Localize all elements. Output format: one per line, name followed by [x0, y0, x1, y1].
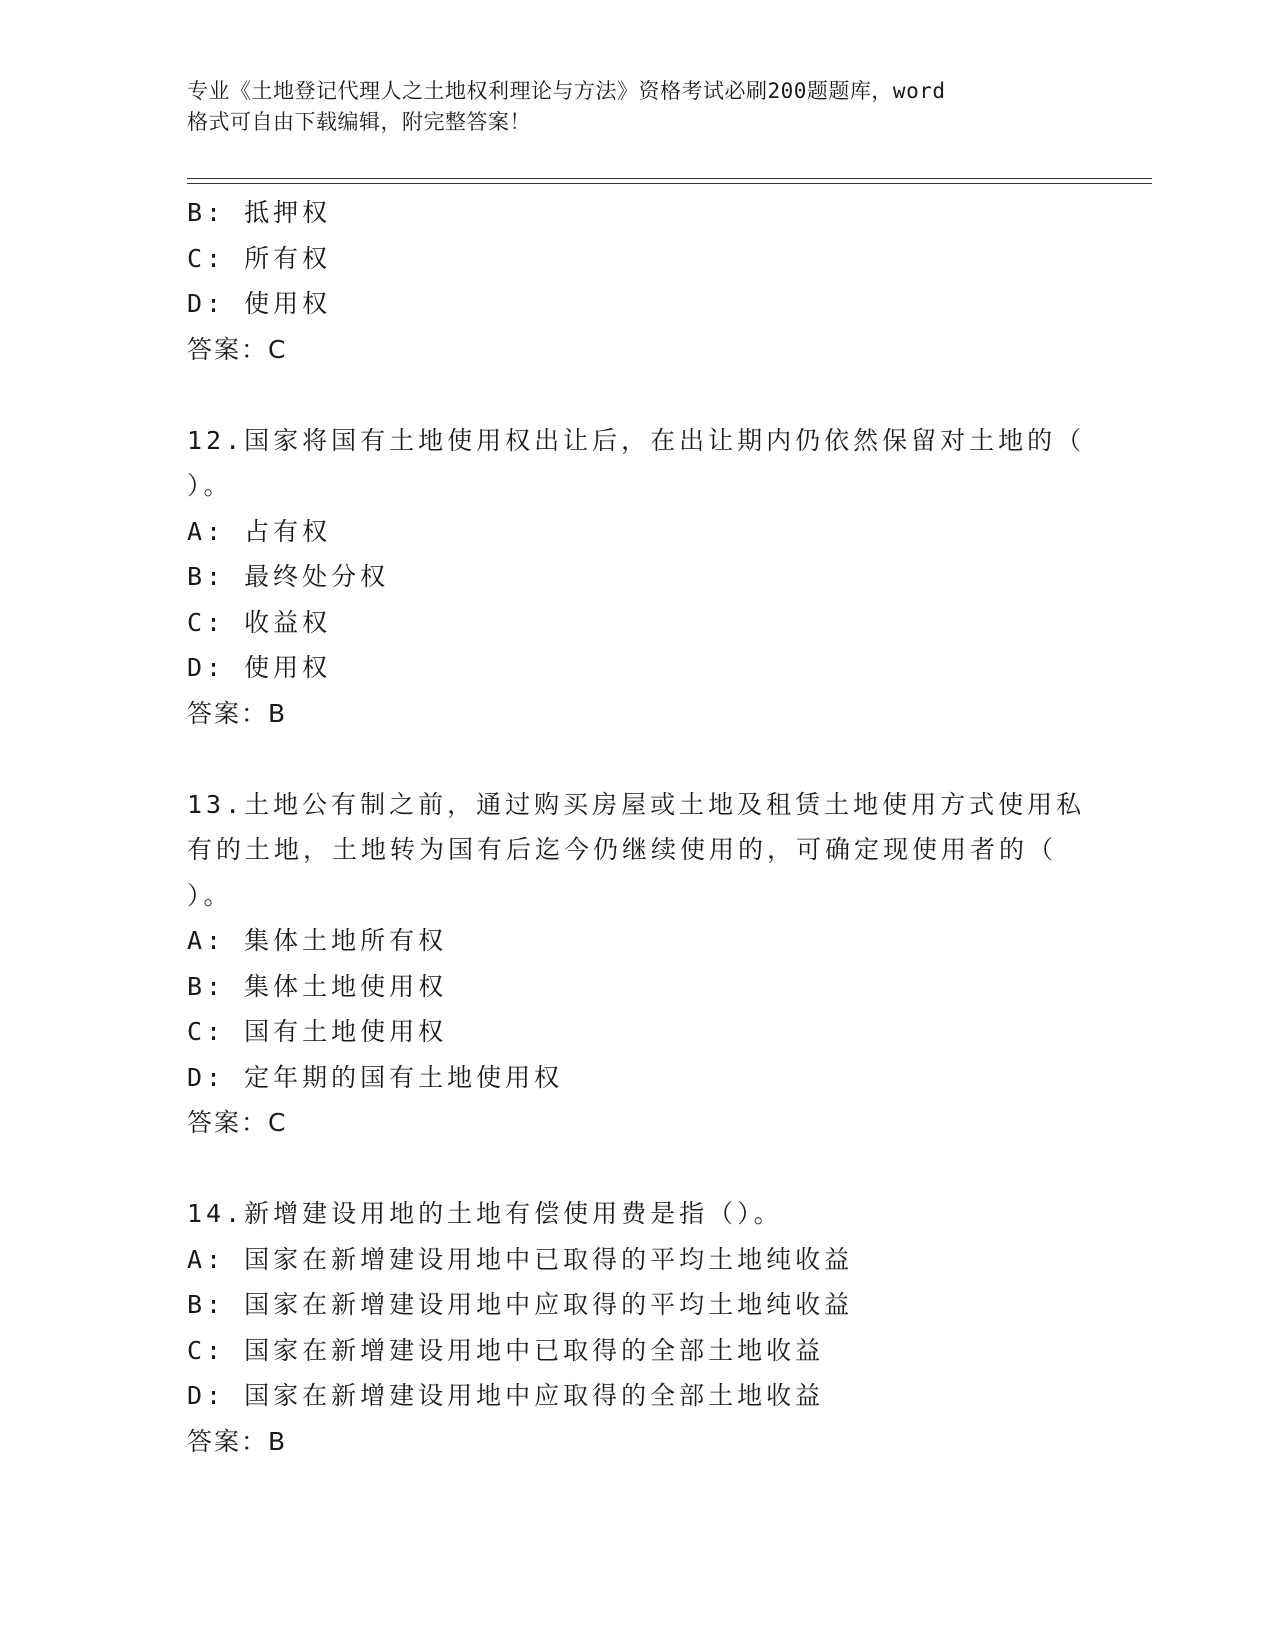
question-stem: 有的土地，土地转为国有后迄今仍继续使用的，可确定现使用者的（ — [187, 835, 1058, 864]
option-c: C: 国有土地使用权 — [187, 1017, 448, 1046]
question-stem: 14.新增建设用地的土地有偿使用费是指（）。 — [187, 1199, 783, 1228]
header-divider-bottom — [187, 183, 1152, 184]
question-11 — [187, 190, 1087, 372]
option-c: C: 国家在新增建设用地中已取得的全部土地收益 — [187, 1335, 825, 1365]
option-b: B: 集体土地使用权 — [187, 971, 448, 1001]
question-13 — [187, 782, 1087, 1146]
option-d: D: 使用权 — [187, 653, 332, 682]
spacer — [187, 372, 1087, 418]
document-header — [187, 76, 1067, 138]
answer-line: 答案：B — [187, 1426, 288, 1456]
option-a: A: 集体土地所有权 — [187, 926, 448, 955]
answer-line: 答案：C — [187, 1108, 288, 1137]
header-line-1: 专业《土地登记代理人之土地权利理论与方法》资格考试必刷200题题库，word — [187, 79, 946, 103]
option-a: A: 占有权 — [187, 516, 332, 546]
option-b: B: 最终处分权 — [187, 562, 390, 591]
question-content — [187, 190, 1087, 1464]
option-c: C: 所有权 — [187, 243, 332, 273]
option-b: B: 抵押权 — [187, 198, 332, 227]
answer-line: 答案：B — [187, 698, 288, 728]
option-a: A: 国家在新增建设用地中已取得的平均土地纯收益 — [187, 1244, 854, 1274]
option-d: D: 使用权 — [187, 289, 332, 318]
question-12 — [187, 418, 1087, 737]
header-line-2: 格式可自由下载编辑，附完整答案！ — [187, 110, 531, 134]
question-stem: 12.国家将国有土地使用权出让后，在出让期内仍依然保留对土地的（ — [187, 425, 1086, 455]
question-stem: 13.土地公有制之前，通过购买房屋或土地及租赁土地使用方式使用私 — [187, 789, 1086, 819]
option-d: D: 国家在新增建设用地中应取得的全部土地收益 — [187, 1381, 825, 1410]
question-14 — [187, 1191, 1087, 1464]
header-divider-top — [187, 178, 1152, 179]
option-c: C: 收益权 — [187, 607, 332, 637]
option-b: B: 国家在新增建设用地中应取得的平均土地纯收益 — [187, 1290, 854, 1319]
spacer — [187, 1146, 1087, 1192]
question-stem: ）。 — [187, 471, 233, 500]
answer-line: 答案：C — [187, 334, 288, 364]
option-d: D: 定年期的国有土地使用权 — [187, 1062, 564, 1092]
spacer — [187, 736, 1087, 782]
question-stem: ）。 — [187, 880, 233, 910]
